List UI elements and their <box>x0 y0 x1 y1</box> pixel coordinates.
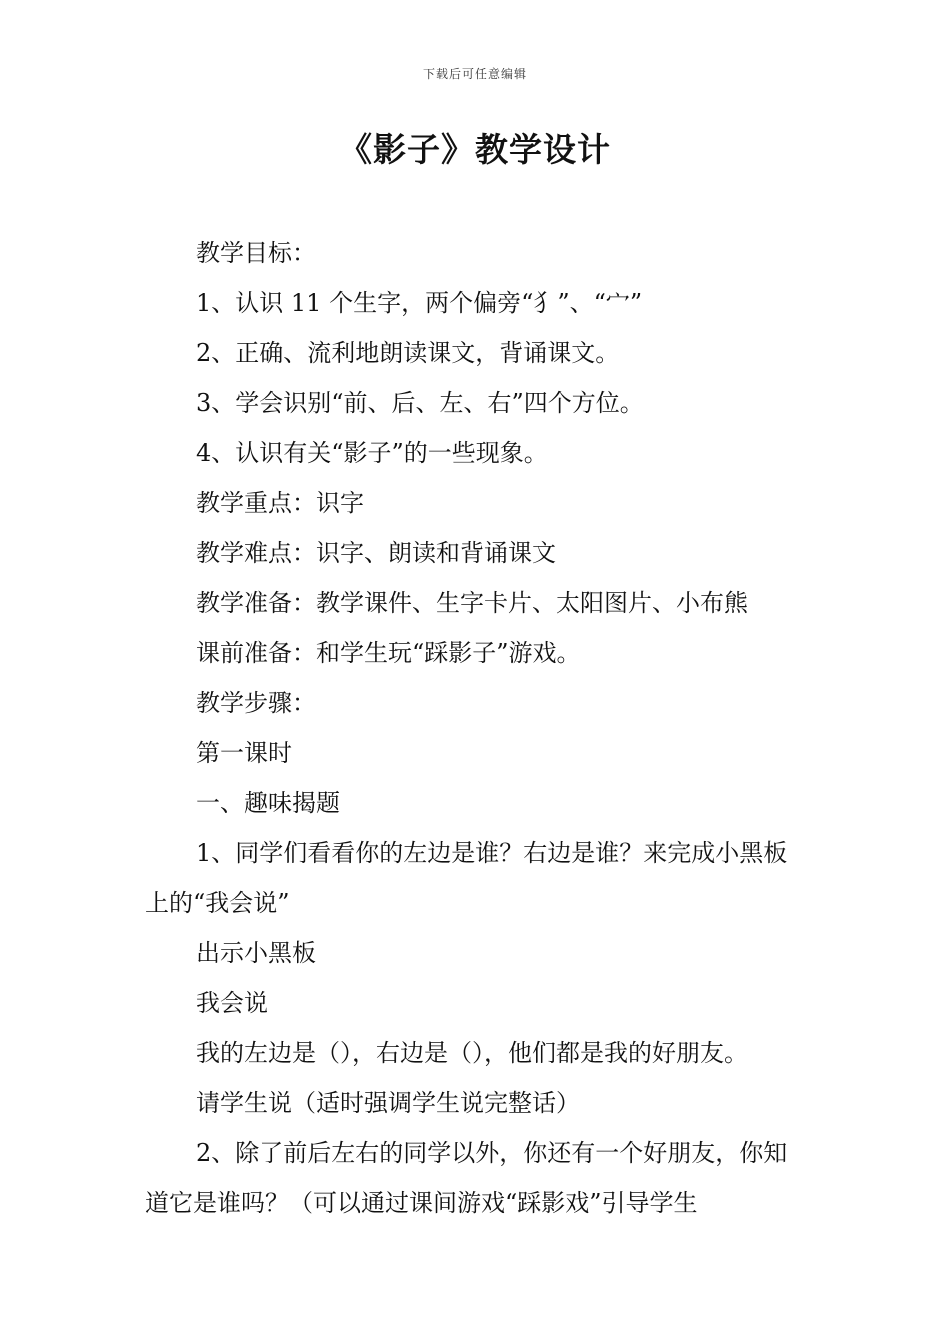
paragraph-key-points: 教学重点：识字 <box>196 489 364 517</box>
paragraph-teaching-goals: 教学目标： <box>196 239 316 267</box>
paragraph-sentence-frame: 我的左边是（），右边是（），他们都是我的好朋友。 <box>196 1039 748 1067</box>
paragraph-i-can-say: 我会说 <box>196 989 268 1017</box>
paragraph-preparation: 教学准备：教学课件、生字卡片、太阳图片、小布熊 <box>196 589 748 617</box>
paragraph-pre-class: 课前准备：和学生玩“踩影子”游戏。 <box>196 639 581 667</box>
paragraph-first-lesson: 第一课时 <box>196 739 292 767</box>
paragraph-goal-4: 4、认识有关“影子”的一些现象。 <box>196 439 548 467</box>
paragraph-section-1: 一、趣味揭题 <box>196 789 340 817</box>
paragraph-step-2: 2、除了前后左右的同学以外，你还有一个好朋友，你知道它是谁吗？（可以通过课间游戏“踩影戏”引导学生 <box>145 1139 788 1217</box>
paragraph-show-board: 出示小黑板 <box>196 939 316 967</box>
paragraph-steps: 教学步骤： <box>196 689 316 717</box>
paragraph-goal-3: 3、学会识别“前、后、左、右”四个方位。 <box>196 389 644 417</box>
page-header: 下载后可任意编辑 <box>422 67 527 81</box>
document-body <box>145 228 810 1228</box>
paragraph-difficulties: 教学难点：识字、朗读和背诵课文 <box>196 539 556 567</box>
paragraph-goal-1: 1、认识 11 个生字，两个偏旁“犭”、“宀” <box>196 289 643 317</box>
paragraph-goal-2: 2、正确、流利地朗读课文，背诵课文。 <box>196 339 620 367</box>
paragraph-student-speak: 请学生说（适时强调学生说完整话） <box>196 1089 580 1117</box>
document-title: 《影子》教学设计 <box>339 130 611 169</box>
paragraph-step-1: 1、同学们看看你的左边是谁？右边是谁？来完成小黑板上的“我会说” <box>145 839 788 917</box>
